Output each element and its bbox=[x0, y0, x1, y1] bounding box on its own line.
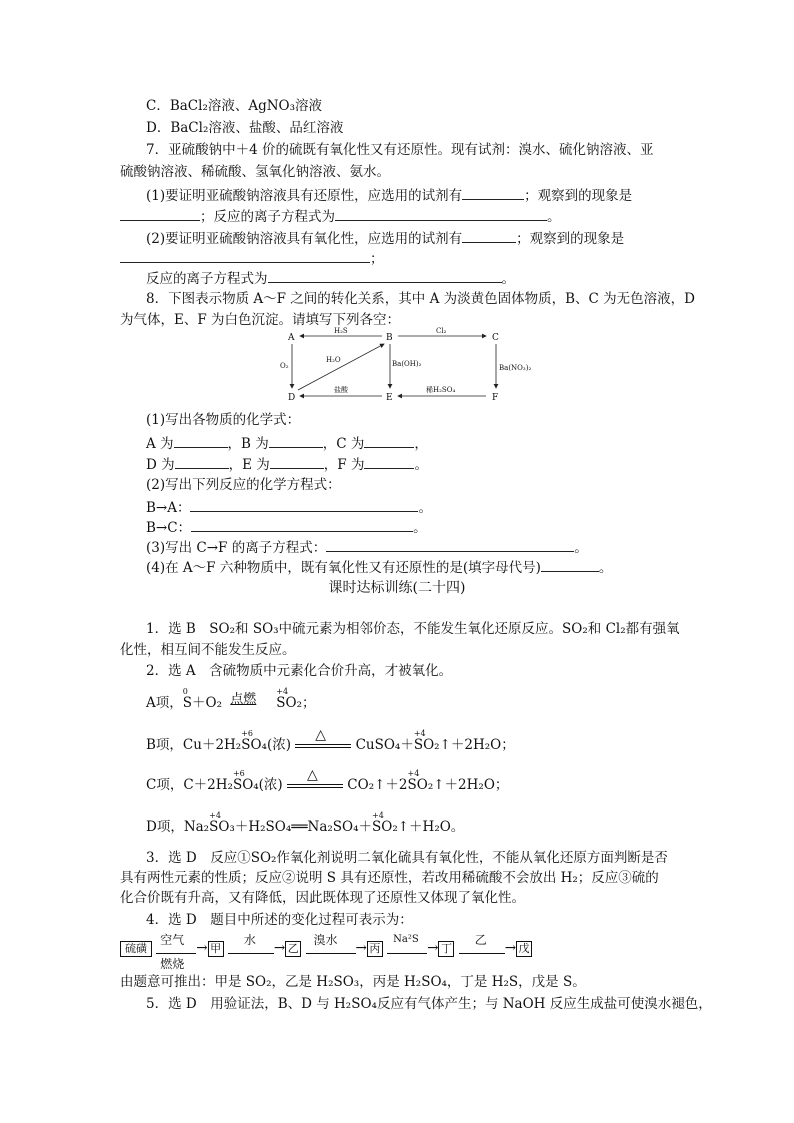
item-label: C项，C＋2H₂ bbox=[146, 777, 233, 793]
valence-label: +4 bbox=[209, 811, 221, 820]
reactant: O₄(浓) bbox=[250, 737, 291, 753]
sub4-end: 。 bbox=[598, 560, 613, 576]
b-to-a-end: 。 bbox=[418, 500, 432, 516]
node-e: E bbox=[386, 393, 393, 403]
f-label: ，F 为 bbox=[323, 457, 365, 473]
product-with-valence: +4 SO₂ bbox=[276, 694, 302, 712]
q7-p3-text: 反应的离子方程式为 bbox=[146, 271, 268, 287]
q7-p2-text: (2)要证明亚硫酸钠溶液具有氧化性，应选用的试剂有 bbox=[146, 231, 463, 247]
start-box: 硫磺 bbox=[120, 941, 152, 957]
node-d: D bbox=[288, 393, 296, 403]
q8-b-to-a bbox=[146, 497, 432, 517]
end-mark: O₂↑＋H₂O。 bbox=[381, 819, 465, 835]
label-cl2: Cl₂ bbox=[436, 327, 447, 335]
d-label: D 为 bbox=[146, 457, 175, 473]
end-mark: ； bbox=[302, 695, 316, 711]
answer-3-line1: 3．选 D 反应①SO₂作氧化剂说明二氧化硫具有氧化性，不能从氧化还原方面判断是否 bbox=[146, 850, 668, 866]
label-h2so4: 稀H₂SO₄ bbox=[426, 386, 456, 394]
q7-part3 bbox=[146, 268, 515, 288]
heat-equals-sign bbox=[287, 766, 343, 788]
answer-4-chain: 硫磺 空气 燃烧 → 甲 水 → 乙 溴水 → 丙 Na²S → 丁 乙 → 戊 bbox=[120, 938, 532, 958]
label-baoh2: Ba(OH)₂ bbox=[392, 360, 422, 368]
b-to-c-end: 。 bbox=[413, 520, 427, 536]
q8-sub1-row2 bbox=[146, 454, 428, 474]
a-label: A 为 bbox=[146, 436, 174, 452]
q7-p1-text3: ；反应的离子方程式为 bbox=[200, 209, 335, 225]
b-label: ，B 为 bbox=[227, 436, 269, 452]
answer-blank[interactable] bbox=[174, 433, 228, 448]
arrow-water bbox=[228, 932, 274, 954]
answer-3-line3: 化合价既有升高，又有降低，因此既体现了还原性又体现了氧化性。 bbox=[120, 890, 525, 906]
answer-2-b bbox=[146, 726, 515, 754]
answer-blank[interactable] bbox=[462, 185, 524, 200]
b-to-c-label: B→C： bbox=[146, 520, 192, 536]
arrow-label-bottom: 燃烧 bbox=[160, 956, 185, 971]
q7-p1-text: (1)要证明亚硫酸钠溶液具有还原性，应选用的试剂有 bbox=[146, 188, 463, 204]
answer-2-c bbox=[146, 766, 509, 794]
product-with-valence: +4 S bbox=[408, 776, 417, 794]
node-f: F bbox=[492, 393, 499, 403]
q7-p3-end: 。 bbox=[501, 271, 515, 287]
arrow-label-top: 空气 bbox=[160, 932, 185, 947]
answer-1-line2: 化性，相互间不能发生反应。 bbox=[120, 642, 296, 658]
box-jia: 甲 bbox=[208, 941, 224, 957]
label-o2: O₂ bbox=[280, 362, 289, 370]
condition-label: △ bbox=[315, 726, 327, 743]
row1-end: ， bbox=[414, 436, 428, 452]
item-label: B项，Cu＋2H₂ bbox=[146, 737, 242, 753]
answer-blank[interactable] bbox=[191, 517, 413, 532]
box-yi: 乙 bbox=[285, 941, 301, 957]
answer-5: 5．选 D 用验证法，B、D 与 H₂SO₄反应有气体产生；与 NaOH 反应生成盐可使溴水褪色， bbox=[146, 996, 712, 1012]
label-hcl: 盐酸 bbox=[334, 386, 348, 394]
answer-blank[interactable] bbox=[175, 454, 229, 469]
node-c: C bbox=[492, 333, 499, 343]
arrow-yi bbox=[459, 932, 505, 954]
label-bano32: Ba(NO₃)₂ bbox=[499, 364, 532, 372]
answer-1-line1: 1．选 B SO₂和 SO₃中硫元素为相邻价态，不能发生氧化还原反应。SO₂和 Cl₂都有强氧 bbox=[146, 621, 680, 637]
reactant: ＋O₂ bbox=[192, 695, 222, 711]
option-d: D．BaCl₂溶液、盐酸、品红溶液 bbox=[146, 120, 344, 136]
valence-label: +4 bbox=[372, 811, 384, 820]
answer-blank[interactable] bbox=[541, 557, 599, 572]
option-c: C．BaCl₂溶液、AgNO₃溶液 bbox=[146, 98, 323, 114]
arrow-d-to-b bbox=[298, 344, 384, 390]
conversion-diagram bbox=[280, 327, 532, 408]
product: CuSO₄＋ bbox=[355, 737, 414, 753]
label-h2s: H₂S bbox=[334, 327, 348, 335]
q8-b-to-c bbox=[146, 517, 427, 537]
node-a: A bbox=[288, 333, 295, 343]
answer-2-a bbox=[146, 687, 316, 712]
q7-p2-text2: ；观察到的现象是 bbox=[516, 231, 625, 247]
label-h2o: H₂O bbox=[326, 356, 341, 364]
answer-blank[interactable] bbox=[269, 433, 323, 448]
answer-4: 4．选 D 题目中所述的变化过程可表示为： bbox=[146, 912, 413, 928]
arrow-air-burn bbox=[156, 932, 196, 971]
arrow-label-top: 水 bbox=[243, 932, 256, 947]
arrow-label-top: 乙 bbox=[474, 932, 487, 947]
product: CO₂↑＋2 bbox=[347, 777, 408, 793]
answer-blank[interactable] bbox=[270, 454, 324, 469]
answer-blank[interactable] bbox=[462, 228, 516, 243]
q8-sub2: (2)写出下列反应的化学方程式： bbox=[146, 477, 341, 493]
heat-equals-sign bbox=[295, 726, 351, 748]
c-label: ，C 为 bbox=[322, 436, 365, 452]
sulfur-with-valence: 0 S bbox=[183, 694, 192, 712]
q7-part1-line2 bbox=[120, 206, 561, 226]
q8-stem-1: 8．下图表示物质 A～F 之间的转化关系，其中 A 为淡黄色固体物质，B、C 为无色溶液，D bbox=[146, 291, 695, 307]
answer-2-d bbox=[146, 811, 465, 836]
q8-sub4 bbox=[146, 557, 612, 577]
box-bing: 丙 bbox=[367, 941, 383, 957]
sulfur-with-valence: +4 S bbox=[209, 818, 218, 836]
answer-blank[interactable] bbox=[364, 454, 414, 469]
arrow-na2s bbox=[387, 933, 427, 954]
q7-part2 bbox=[146, 228, 624, 248]
valence-label: +6 bbox=[241, 729, 254, 738]
sub4-text: (4)在 A～F 六种物质中，既有氧化性又有还原性的是(填字母代号) bbox=[146, 560, 541, 576]
answer-blank[interactable] bbox=[190, 497, 418, 512]
answer-blank[interactable] bbox=[268, 268, 502, 283]
q7-p2-end: ； bbox=[370, 251, 384, 267]
product-with-valence: +4 S bbox=[372, 818, 381, 836]
valence-label: +4 bbox=[413, 729, 426, 738]
product-with-valence: +4 S bbox=[414, 736, 423, 754]
arrow-label-top: Na²S bbox=[393, 933, 419, 945]
valence-label: +6 bbox=[232, 769, 245, 778]
row2-end: 。 bbox=[414, 457, 428, 473]
arrow-label-top: 溴水 bbox=[313, 932, 338, 947]
answer-blank[interactable] bbox=[335, 206, 547, 221]
e-label: ，E 为 bbox=[228, 457, 270, 473]
box-ding: 丁 bbox=[438, 941, 454, 957]
answer-blank[interactable] bbox=[120, 248, 370, 263]
q7-stem-2: 硫酸钠溶液、稀硫酸、氢氧化钠溶液、氨水。 bbox=[120, 164, 390, 180]
answer-blank[interactable] bbox=[326, 537, 574, 552]
q8-stem-2: 为气体，E、F 为白色沉淀。请填写下列各空： bbox=[120, 312, 401, 328]
item-label: D项，Na₂ bbox=[146, 819, 210, 835]
box-wu: 戊 bbox=[516, 941, 532, 957]
node-b: B bbox=[386, 333, 393, 343]
sub3-text: (3)写出 C→F 的离子方程式： bbox=[146, 540, 327, 556]
answer-blank[interactable] bbox=[120, 206, 200, 221]
section-title: 课时达标训练(二十四) bbox=[328, 580, 466, 596]
reaction-body: O₃＋H₂SO₄══Na₂SO₄＋ bbox=[218, 819, 373, 835]
answer-blank[interactable] bbox=[364, 433, 414, 448]
sulfur-with-valence: +6 S bbox=[241, 736, 250, 754]
item-label: A项， bbox=[146, 695, 183, 711]
valence-label: +4 bbox=[407, 769, 420, 778]
answer-3-line2: 具有两性元素的性质；反应②说明 S 具有还原性，若改用稀硫酸不会放出 H₂；反应③硫的 bbox=[120, 870, 659, 886]
q7-part1 bbox=[146, 185, 632, 205]
arrow-bromine bbox=[306, 932, 356, 954]
sulfur-with-valence: +6 S bbox=[233, 776, 242, 794]
q8-sub3 bbox=[146, 537, 588, 557]
reactant: O₄(浓) bbox=[242, 777, 283, 793]
q7-p1-text2: ；观察到的现象是 bbox=[524, 188, 633, 204]
condition-label: △ bbox=[307, 766, 318, 783]
answer-4-conclusion: 由题意可推出：甲是 SO₂，乙是 H₂SO₃，丙是 H₂SO₄，丁是 H₂S，戊是 S。 bbox=[120, 974, 586, 990]
q7-p1-end: 。 bbox=[547, 209, 561, 225]
q7-part2-line2 bbox=[120, 248, 384, 268]
end-mark: O₂↑＋2H₂O； bbox=[423, 737, 515, 753]
end-mark: O₂↑＋2H₂O； bbox=[416, 777, 509, 793]
answer-2: 2．选 A 含硫物质中元素化合价升高，才被氧化。 bbox=[146, 663, 453, 679]
valence-label: +4 bbox=[276, 687, 289, 696]
b-to-a-label: B→A： bbox=[146, 500, 191, 516]
valence-label: 0 bbox=[182, 687, 188, 696]
q8-sub1: (1)写出各物质的化学式： bbox=[146, 412, 301, 428]
q8-sub1-row1 bbox=[146, 433, 428, 453]
condition-label: 点燃 bbox=[230, 691, 257, 707]
sub3-end: 。 bbox=[574, 540, 588, 556]
q7-stem-1: 7．亚硫酸钠中＋4 价的硫既有氧化性又有还原性。现有试剂：溴水、硫化钠溶液、亚 bbox=[146, 142, 654, 158]
